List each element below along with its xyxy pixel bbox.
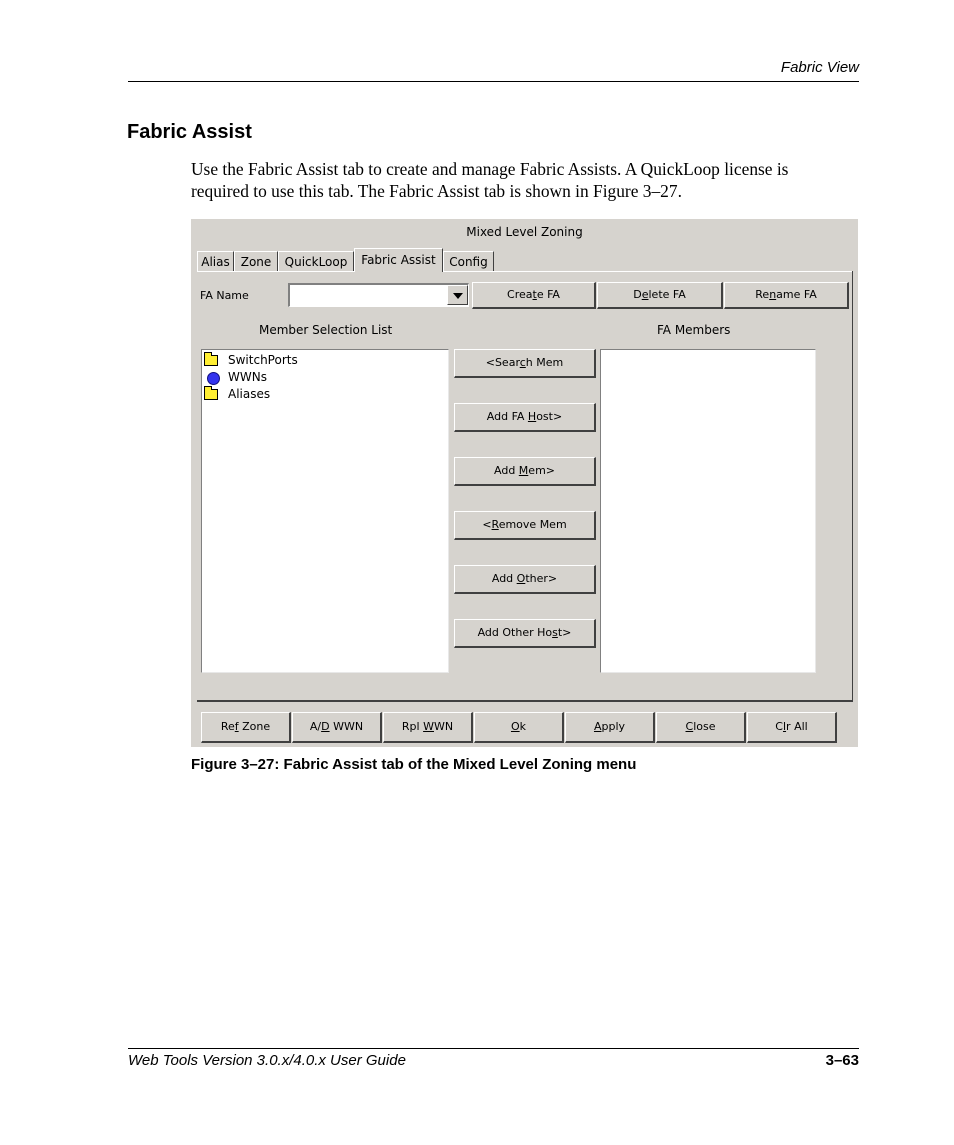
remove-mem-button[interactable]: <Remove Mem	[454, 511, 596, 540]
figure-caption: Figure 3–27: Fabric Assist tab of the Mixed Level Zoning menu	[191, 756, 637, 773]
ref-zone-button[interactable]: Ref Zone	[201, 712, 291, 743]
rename-fa-button[interactable]: Rename FA	[724, 282, 849, 309]
running-header: Fabric View	[780, 59, 859, 76]
add-other-button[interactable]: Add Other>	[454, 565, 596, 594]
tab-panel-right-edge	[852, 271, 853, 701]
apply-button[interactable]: Apply	[565, 712, 655, 743]
footer-guide-title: Web Tools Version 3.0.x/4.0.x User Guide	[128, 1052, 406, 1069]
ok-button[interactable]: Ok	[474, 712, 564, 743]
mixed-level-zoning-window	[191, 219, 858, 747]
fa-name-label: FA Name	[200, 289, 249, 302]
fa-members-list[interactable]	[600, 349, 816, 673]
close-button[interactable]: Close	[656, 712, 746, 743]
ad-wwn-button[interactable]: A/D WWN	[292, 712, 382, 743]
tab-alias[interactable]: Alias	[197, 251, 234, 271]
intro-line-2: required to use this tab. The Fabric Assist tab is shown in Figure 3–27.	[191, 181, 682, 201]
folder-icon	[204, 355, 218, 366]
intro-line-1: Use the Fabric Assist tab to create and manage Fabric Assists. A QuickLoop license is	[191, 159, 789, 179]
window-title: Mixed Level Zoning	[466, 225, 583, 239]
ball-icon	[207, 372, 220, 385]
section-title: Fabric Assist	[127, 121, 252, 143]
page-number: 3–63	[825, 1052, 859, 1069]
rpl-wwn-button[interactable]: Rpl WWN	[383, 712, 473, 743]
add-mem-button[interactable]: Add Mem>	[454, 457, 596, 486]
member-selection-list-label: Member Selection List	[259, 323, 393, 337]
add-other-host-button[interactable]: Add Other Host>	[454, 619, 596, 648]
search-mem-button[interactable]: <Search Mem	[454, 349, 596, 378]
tab-config[interactable]: Config	[443, 251, 494, 271]
add-fa-host-button[interactable]: Add FA Host>	[454, 403, 596, 432]
fa-name-combobox[interactable]	[288, 283, 469, 307]
tab-quickloop[interactable]: QuickLoop	[278, 251, 354, 271]
tab-fabric-assist[interactable]: Fabric Assist	[354, 248, 443, 272]
clr-all-button[interactable]: Clr All	[747, 712, 837, 743]
member-selection-list[interactable]: SwitchPorts WWNs Aliases	[201, 349, 449, 673]
intro-paragraph	[191, 158, 859, 202]
tab-panel-bottom-edge	[197, 700, 853, 702]
footer-rule	[128, 1048, 859, 1049]
fa-members-label: FA Members	[657, 323, 731, 337]
chevron-down-icon[interactable]	[447, 285, 468, 305]
header-rule	[128, 81, 859, 82]
tab-zone[interactable]: Zone	[234, 251, 278, 271]
folder-icon	[204, 389, 218, 400]
tab-panel-top-edge	[197, 271, 853, 272]
create-fa-button[interactable]: Create FA	[472, 282, 596, 309]
delete-fa-button[interactable]: Delete FA	[597, 282, 723, 309]
